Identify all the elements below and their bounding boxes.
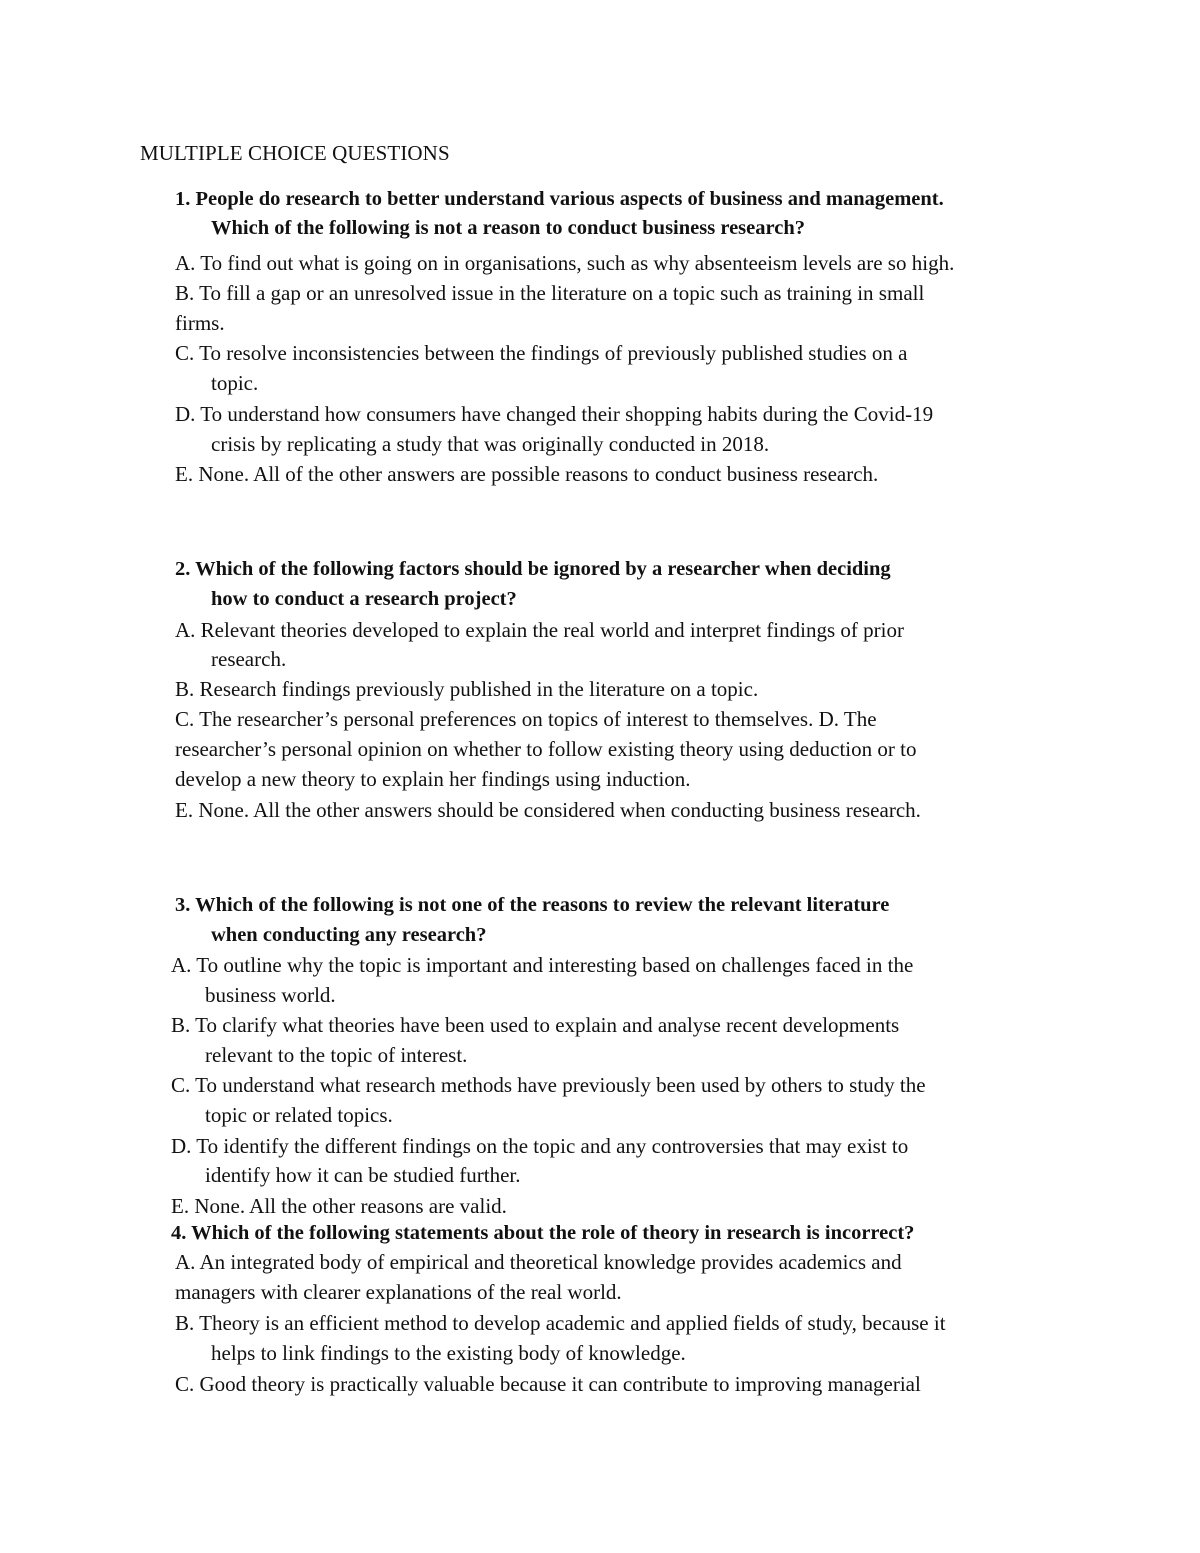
question-1-option-d-line-1: D. To understand how consumers have changed their shopping habits during the Covid-19 xyxy=(175,402,934,426)
question-3-option-d-line-2: identify how it can be studied further. xyxy=(205,1163,521,1187)
question-4-option-a-line-1: A. An integrated body of empirical and theoretical knowledge provides academics and xyxy=(175,1250,902,1274)
question-2-stem-line-1: 2. Which of the following factors should be ignored by a researcher when deciding xyxy=(175,558,891,580)
question-3-option-b-line-2: relevant to the topic of interest. xyxy=(205,1043,468,1067)
question-1-option-d-line-2: crisis by replicating a study that was originally conducted in 2018. xyxy=(211,432,770,456)
question-3-option-b-line-1: B. To clarify what theories have been used to explain and analyse recent developments xyxy=(171,1013,900,1037)
question-1-option-c-line-2: topic. xyxy=(211,371,259,395)
question-2-option-e: E. None. All the other answers should be considered when conducting business research. xyxy=(175,798,921,822)
question-1-option-a: A. To find out what is going on in organisations, such as why absenteeism levels are so high. xyxy=(175,251,955,275)
question-3-stem-line-1: 3. Which of the following is not one of the reasons to review the relevant literature xyxy=(175,894,890,916)
question-2-option-a-line-2: research. xyxy=(211,647,287,671)
question-1-option-c-line-1: C. To resolve inconsistencies between the findings of previously published studies on a xyxy=(175,341,908,365)
question-4-option-b-line-2: helps to link findings to the existing body of knowledge. xyxy=(211,1341,686,1365)
question-3-stem-line-2: when conducting any research? xyxy=(211,924,487,946)
question-3-option-e: E. None. All the other reasons are valid. xyxy=(171,1194,507,1218)
question-4-stem: 4. Which of the following statements about the role of theory in research is incorrect? xyxy=(171,1222,915,1244)
question-4-option-c: C. Good theory is practically valuable because it can contribute to improving managerial xyxy=(175,1372,921,1396)
question-1-stem-line-2: Which of the following is not a reason to conduct business research? xyxy=(211,217,805,239)
question-4-option-b-line-1: B. Theory is an efficient method to develop academic and applied fields of study, because it xyxy=(175,1311,946,1335)
question-3-option-a-line-1: A. To outline why the topic is important and interesting based on challenges faced in the xyxy=(171,953,914,977)
document-heading: MULTIPLE CHOICE QUESTIONS xyxy=(140,141,450,165)
question-1-option-e: E. None. All of the other answers are possible reasons to conduct business research. xyxy=(175,462,879,486)
question-2-option-cd-line-2: researcher’s personal opinion on whether to follow existing theory using deduction or to xyxy=(175,737,917,761)
question-1-stem-line-1: 1. People do research to better understand various aspects of business and management. xyxy=(175,188,944,210)
question-3-option-d-line-1: D. To identify the different findings on the topic and any controversies that may exist to xyxy=(171,1134,909,1158)
question-2-option-cd-line-1: C. The researcher’s personal preferences on topics of interest to themselves. D. The xyxy=(175,707,877,731)
question-1-option-b-line-1: B. To fill a gap or an unresolved issue in the literature on a topic such as training in small xyxy=(175,281,925,305)
question-3-option-a-line-2: business world. xyxy=(205,983,336,1007)
question-3-option-c-line-2: topic or related topics. xyxy=(205,1103,393,1127)
question-2-option-b: B. Research findings previously published in the literature on a topic. xyxy=(175,677,759,701)
question-1-option-b-line-2: firms. xyxy=(175,311,225,335)
question-2-stem-line-2: how to conduct a research project? xyxy=(211,588,517,610)
question-2-option-cd-line-3: develop a new theory to explain her findings using induction. xyxy=(175,767,691,791)
question-3-option-c-line-1: C. To understand what research methods have previously been used by others to study the xyxy=(171,1073,926,1097)
question-4-option-a-line-2: managers with clearer explanations of the real world. xyxy=(175,1280,622,1304)
question-2-option-a-line-1: A. Relevant theories developed to explain the real world and interpret findings of prior xyxy=(175,618,904,642)
